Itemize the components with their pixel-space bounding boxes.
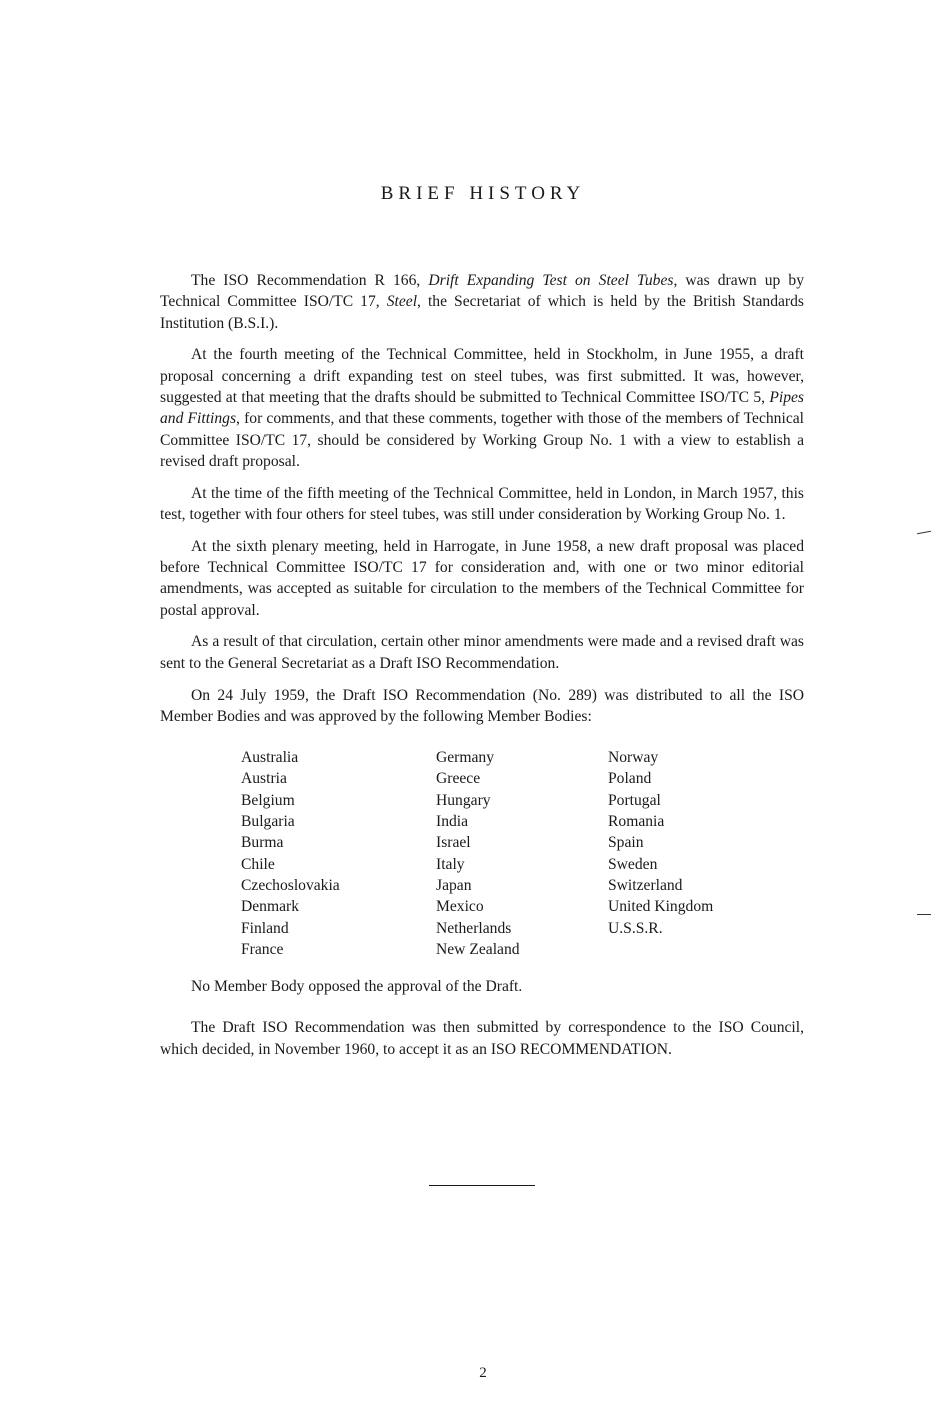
member-body: Czechoslovakia (241, 876, 340, 894)
paragraph-4: At the sixth plenary meeting, held in Harrogate, in June 1958, a new draft proposal was placed before Technical Committee ISO/TC 17 for consideration and, with one or two minor editorial amendments, was accepted as suitable for circulation to the members of the Technical Committee for postal approval. (160, 537, 804, 619)
text-run: , the Secretariat of which is held by the British Standards Institution (B.S.I.). (160, 293, 804, 332)
paragraph-3: At the time of the fifth meeting of the Technical Committee, held in London, in March 1957, this test, together with four others for steel tubes, was still under consideration by Working Group No. 1. (160, 484, 804, 523)
standard-title: Drift Expanding Test on Steel Tubes (428, 272, 674, 289)
committee-name: Steel (386, 293, 418, 311)
member-body: U.S.S.R. (608, 919, 663, 937)
document-body (160, 270, 804, 1060)
member-body: Germany (436, 749, 495, 767)
member-column-1 (241, 747, 436, 960)
member-body: Netherlands (436, 919, 512, 937)
paragraph-6: On 24 July 1959, the Draft ISO Recommendation (No. 289) was distributed to all the ISO Member Bodies and was approved by the following Member Bodies: (160, 686, 804, 725)
section-divider (429, 1185, 535, 1186)
paragraph-8: The Draft ISO Recommendation was then submitted by correspondence to the ISO Council, which decided, in November 1960, to accept it as an ISO RECOMMENDATION. (160, 1019, 804, 1058)
member-body: Mexico (436, 898, 484, 916)
member-body: Bulgaria (241, 813, 295, 831)
member-body: Finland (241, 919, 289, 937)
member-body: New Zealand (436, 940, 520, 958)
text-run: At the fourth meeting of the Technical Committee, held in Stockholm, in June 1955, a draft proposal concerning a drift expanding test on steel tubes, was first submitted. It was, however, suggested at that meeting that the drafts should be submitted to Technical Committee ISO/TC 5, (160, 346, 804, 406)
member-body: Greece (436, 770, 481, 788)
member-body: Chile (241, 855, 275, 873)
member-body: Hungary (436, 791, 491, 809)
member-body: Norway (608, 749, 659, 767)
paragraph-5: As a result of that circulation, certain other minor amendments were made and a revised draft was sent to the General Secretariat as a Draft ISO Recommendation. (160, 633, 804, 672)
member-body: Belgium (241, 791, 295, 809)
member-body: Switzerland (608, 876, 683, 894)
member-body: Romania (608, 813, 665, 831)
member-body: Israel (436, 834, 471, 852)
member-bodies-list (241, 747, 804, 960)
paragraph-7: No Member Body opposed the approval of the Draft. (191, 978, 523, 996)
paragraph-2 (160, 344, 804, 472)
member-body: Portugal (608, 791, 661, 809)
member-body: Burma (241, 834, 284, 852)
member-column-2 (436, 747, 608, 960)
member-body: Poland (608, 770, 652, 788)
member-body: France (241, 940, 284, 958)
member-body: United Kingdom (608, 898, 714, 916)
member-body: Sweden (608, 855, 658, 873)
margin-mark (917, 531, 931, 534)
member-column-3 (608, 747, 768, 960)
member-body: India (436, 813, 469, 831)
member-body: Austria (241, 770, 287, 788)
page-title: BRIEF HISTORY (380, 183, 586, 204)
margin-mark (917, 914, 931, 915)
text-run: , was drawn up by Technical Committee ISO/TC 17, (160, 272, 804, 311)
member-body: Italy (436, 855, 465, 873)
page-number: 2 (479, 1365, 487, 1381)
member-body: Denmark (241, 898, 300, 916)
paragraph-1 (160, 270, 804, 334)
member-body: Japan (436, 876, 472, 894)
text-run: The ISO Recommendation R 166, (191, 272, 429, 289)
member-body: Spain (608, 834, 644, 852)
text-run: , for comments, and that these comments, together with those of the members of Technical Committee ISO/TC 17, should be considered by Working Group No. 1 with a view to establish a revised draft proposal. (160, 410, 804, 470)
member-body: Australia (241, 749, 299, 767)
committee-name: Pipes and Fittings (160, 388, 804, 428)
